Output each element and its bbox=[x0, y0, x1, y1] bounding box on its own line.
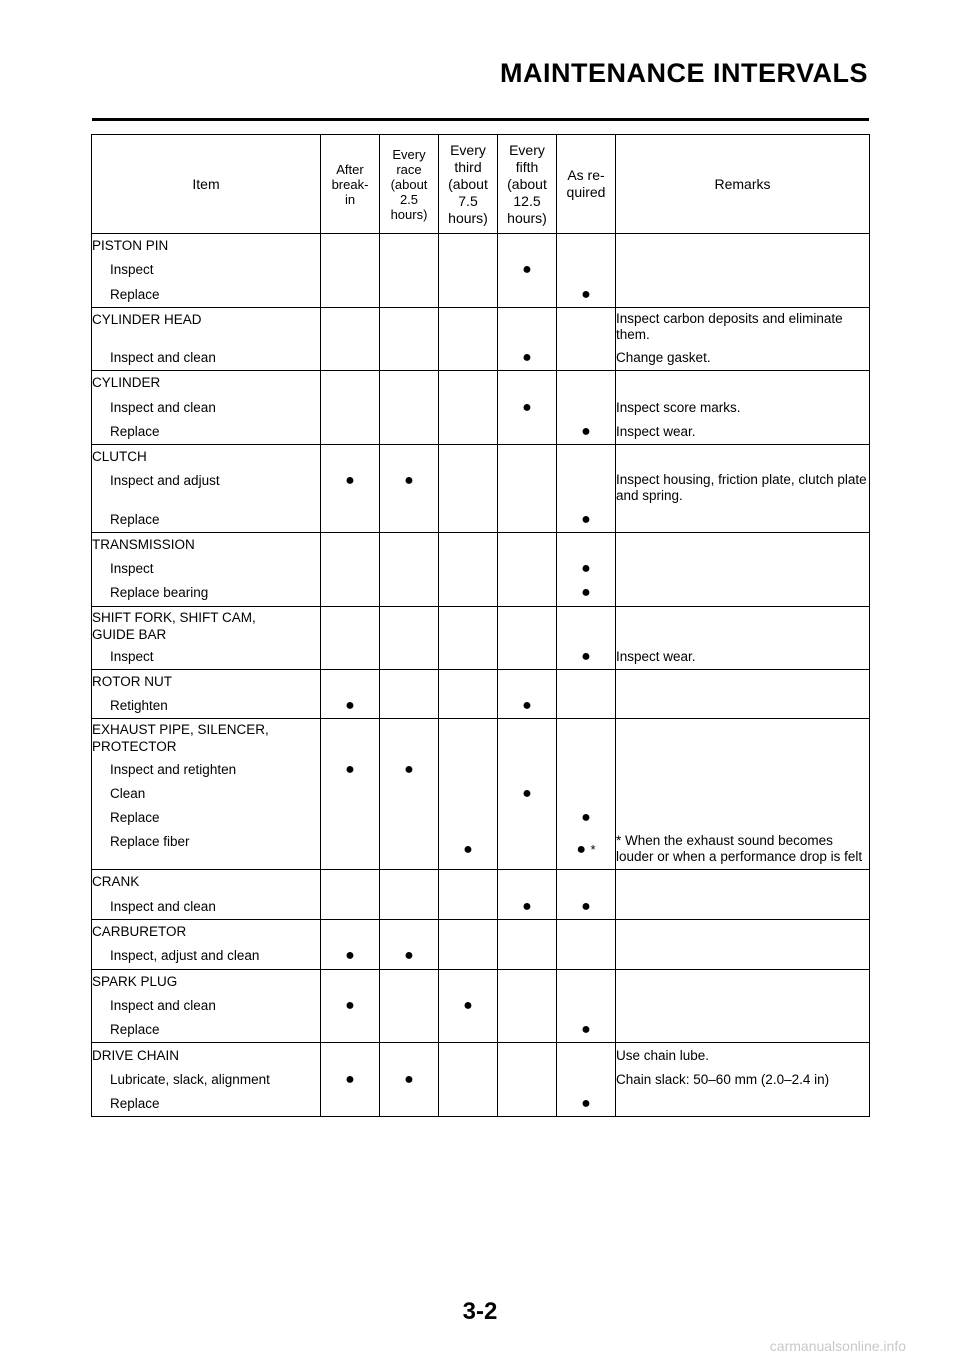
table-row bbox=[92, 919, 870, 944]
remark: * When the exhaust sound becomes louder or when a performance drop is felt bbox=[616, 830, 870, 870]
table-row bbox=[92, 557, 870, 581]
dot-marker: ● bbox=[557, 1092, 616, 1117]
group-label: ROTOR NUT bbox=[92, 669, 321, 694]
table-row bbox=[92, 371, 870, 396]
dot-marker: ● bbox=[380, 469, 439, 507]
table-row bbox=[92, 895, 870, 920]
table-row bbox=[92, 307, 870, 346]
table-row bbox=[92, 944, 870, 969]
dot-marker: ● bbox=[321, 1068, 380, 1092]
task-label: Inspect bbox=[92, 645, 321, 670]
task-label: Inspect and retighten bbox=[92, 757, 321, 781]
table-row bbox=[92, 806, 870, 830]
table-row bbox=[92, 782, 870, 806]
task-label: Replace fiber bbox=[92, 830, 321, 870]
table-row bbox=[92, 606, 870, 645]
dot-marker: ● bbox=[321, 469, 380, 507]
task-label: Replace bbox=[92, 283, 321, 308]
table-row bbox=[92, 1068, 870, 1092]
dot-marker: ● bbox=[498, 694, 557, 719]
group-label: CRANK bbox=[92, 870, 321, 895]
group-label: PISTON PIN bbox=[92, 234, 321, 259]
dot-marker: ● bbox=[498, 395, 557, 419]
header-item: Item bbox=[92, 135, 321, 234]
group-label: EXHAUST PIPE, SILENCER, PROTECTOR bbox=[92, 719, 321, 758]
group-label: DRIVE CHAIN bbox=[92, 1043, 321, 1068]
dot-marker: ● bbox=[321, 994, 380, 1018]
dot-marker: ● bbox=[557, 507, 616, 532]
header-every-race: Every race (about 2.5 hours) bbox=[380, 135, 439, 234]
table-row bbox=[92, 694, 870, 719]
table-row bbox=[92, 532, 870, 557]
header-every-fifth: Every fifth (about 12.5 hours) bbox=[498, 135, 557, 234]
table-row bbox=[92, 234, 870, 259]
dot-marker: ● bbox=[557, 581, 616, 606]
dot-marker: ● bbox=[321, 757, 380, 781]
task-label: Inspect and clean bbox=[92, 895, 321, 920]
header-row bbox=[92, 135, 870, 234]
table-row bbox=[92, 669, 870, 694]
remark: Chain slack: 50–60 mm (2.0–2.4 in) bbox=[616, 1068, 870, 1092]
dot-marker: ● bbox=[557, 1018, 616, 1043]
task-label: Retighten bbox=[92, 694, 321, 719]
task-label: Inspect and clean bbox=[92, 994, 321, 1018]
page-title: MAINTENANCE INTERVALS bbox=[499, 58, 868, 88]
dot-marker: ● bbox=[557, 283, 616, 308]
task-label: Lubricate, slack, alignment bbox=[92, 1068, 321, 1092]
table-row bbox=[92, 283, 870, 308]
header-as-required: As re- quired bbox=[557, 135, 616, 234]
table-row bbox=[92, 719, 870, 758]
task-label: Inspect and adjust bbox=[92, 469, 321, 507]
dot-marker: ● bbox=[380, 944, 439, 969]
dot-marker: ● bbox=[498, 782, 557, 806]
dot-marker: ● bbox=[321, 694, 380, 719]
group-label: CARBURETOR bbox=[92, 919, 321, 944]
table-row bbox=[92, 969, 870, 994]
maintenance-table bbox=[91, 134, 870, 1117]
remark: Inspect carbon deposits and eliminate them. bbox=[616, 307, 870, 346]
dot-marker: ● bbox=[439, 830, 498, 870]
task-label: Inspect, adjust and clean bbox=[92, 944, 321, 969]
table-row bbox=[92, 258, 870, 282]
dot-marker: ● bbox=[498, 346, 557, 371]
table-row bbox=[92, 469, 870, 507]
table-row bbox=[92, 581, 870, 606]
header-remarks: Remarks bbox=[616, 135, 870, 234]
page-number: 3-2 bbox=[462, 1298, 498, 1325]
table-row bbox=[92, 507, 870, 532]
dot-marker: ● bbox=[557, 895, 616, 920]
table-row bbox=[92, 870, 870, 895]
dot-marker: ● bbox=[557, 806, 616, 830]
task-label: Inspect bbox=[92, 557, 321, 581]
task-label: Clean bbox=[92, 782, 321, 806]
dot-marker: ● bbox=[321, 944, 380, 969]
remark: Inspect wear. bbox=[616, 645, 870, 670]
table-row bbox=[92, 830, 870, 870]
task-label: Inspect and clean bbox=[92, 395, 321, 419]
dot-marker: ● bbox=[557, 557, 616, 581]
dot-marker-starred: ● * bbox=[557, 830, 616, 870]
task-label: Replace bbox=[92, 806, 321, 830]
table-row bbox=[92, 346, 870, 371]
group-label: SPARK PLUG bbox=[92, 969, 321, 994]
task-label: Replace bbox=[92, 1092, 321, 1117]
remark: Use chain lube. bbox=[616, 1043, 870, 1068]
task-label: Inspect and clean bbox=[92, 346, 321, 371]
table-row bbox=[92, 445, 870, 470]
task-label: Replace bbox=[92, 507, 321, 532]
table-row bbox=[92, 1043, 870, 1068]
task-label: Replace bearing bbox=[92, 581, 321, 606]
dot-marker: ● bbox=[498, 895, 557, 920]
dot-marker: ● bbox=[498, 258, 557, 282]
remark: Inspect score marks. bbox=[616, 395, 870, 419]
task-label: Replace bbox=[92, 420, 321, 445]
group-label: TRANSMISSION bbox=[92, 532, 321, 557]
dot-marker: ● bbox=[380, 757, 439, 781]
table-row bbox=[92, 645, 870, 670]
group-label: CYLINDER bbox=[92, 371, 321, 396]
remark: Inspect wear. bbox=[616, 420, 870, 445]
table-row bbox=[92, 1018, 870, 1043]
dot-marker: ● bbox=[439, 994, 498, 1018]
header-every-third: Every third (about 7.5 hours) bbox=[439, 135, 498, 234]
table-row bbox=[92, 420, 870, 445]
dot-marker: ● bbox=[557, 645, 616, 670]
group-label: CYLINDER HEAD bbox=[92, 307, 321, 346]
table-row bbox=[92, 395, 870, 419]
group-label: CLUTCH bbox=[92, 445, 321, 470]
header-break-in: After break- in bbox=[321, 135, 380, 234]
remark: Change gasket. bbox=[616, 346, 870, 371]
table-row bbox=[92, 757, 870, 781]
table-row bbox=[92, 1092, 870, 1117]
group-label: SHIFT FORK, SHIFT CAM, GUIDE BAR bbox=[92, 606, 321, 645]
dot-marker: ● bbox=[557, 420, 616, 445]
watermark: carmanualsonline.info bbox=[769, 1338, 906, 1354]
dot-marker: ● bbox=[380, 1068, 439, 1092]
table-row bbox=[92, 994, 870, 1018]
title-rule bbox=[92, 118, 869, 121]
remark: Inspect housing, friction plate, clutch plate and spring. bbox=[616, 469, 870, 507]
task-label: Replace bbox=[92, 1018, 321, 1043]
task-label: Inspect bbox=[92, 258, 321, 282]
